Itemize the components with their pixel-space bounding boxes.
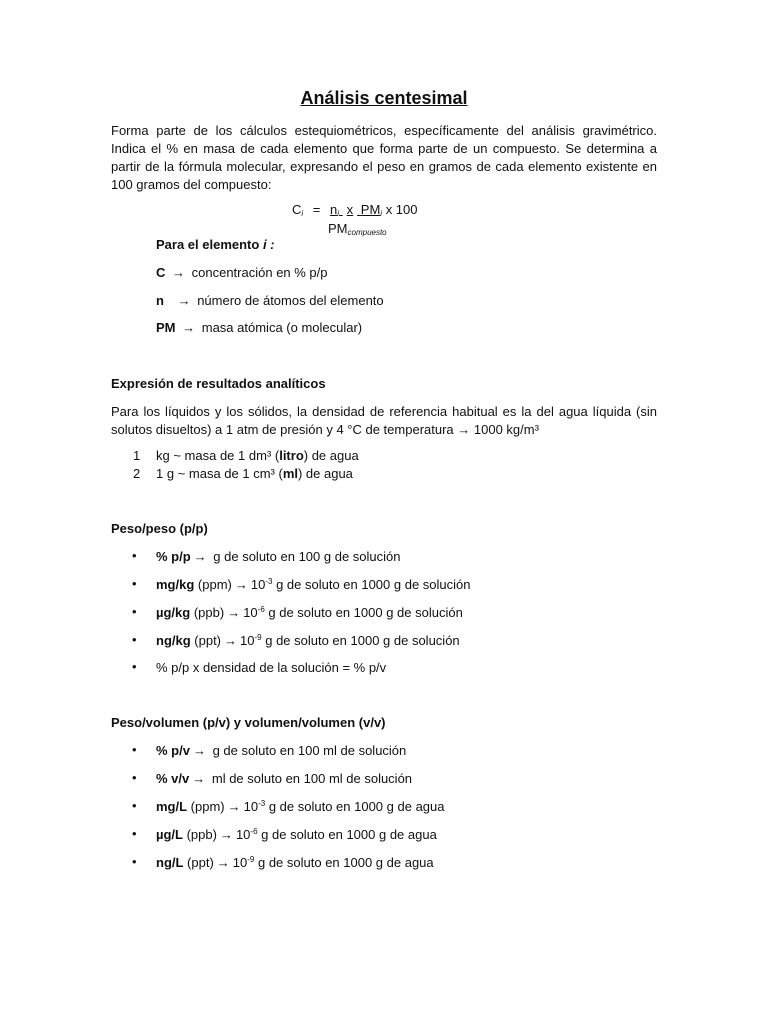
item-unit: (ppt) xyxy=(190,633,222,648)
bullet-icon: • xyxy=(132,770,137,785)
pp-last-item: % p/p x densidad de la solución = % p/v xyxy=(156,660,387,675)
list-item xyxy=(156,632,460,650)
def-text: masa atómica (o molecular) xyxy=(201,320,363,335)
formula-c: C xyxy=(292,202,302,217)
formula-equals: = xyxy=(312,202,321,217)
bullet-icon: • xyxy=(132,742,137,757)
power-base: 10 xyxy=(232,855,248,870)
def-term: n xyxy=(156,293,164,308)
element-heading-var: i : xyxy=(262,237,275,252)
formula-c-sub: i xyxy=(301,209,304,218)
power-exponent: -3 xyxy=(265,577,273,586)
item-term: % p/v xyxy=(156,743,190,758)
list-item xyxy=(156,770,412,788)
arrow-icon: → xyxy=(182,320,196,335)
formula-n-sub: i xyxy=(337,209,340,218)
arrow-icon: → xyxy=(172,265,186,280)
power-base: 10 xyxy=(243,605,258,620)
formula-n: n xyxy=(330,202,338,217)
power-exponent: -6 xyxy=(250,827,258,836)
def-term: C xyxy=(156,265,166,280)
arrow-icon: → xyxy=(192,771,206,786)
power-base: 10 xyxy=(250,577,266,592)
item-text: ml de soluto en 100 ml de solución xyxy=(208,771,413,786)
def-c xyxy=(156,264,328,282)
item-unit: (ppt) xyxy=(183,855,214,870)
item-text: g de soluto en 1000 g de solución xyxy=(272,577,471,592)
arrow-icon: → xyxy=(234,577,248,592)
def-pm xyxy=(156,319,362,337)
bullet-icon: • xyxy=(132,576,137,591)
formula-pm: PM xyxy=(360,202,381,217)
power-base: 10 xyxy=(240,633,255,648)
formula-pm-sub: i xyxy=(380,209,383,218)
item-term: % p/p xyxy=(156,549,191,564)
list-item xyxy=(156,604,463,622)
formula-den-sub: compuesto xyxy=(347,228,387,237)
item-unit: (ppb) xyxy=(190,605,225,620)
bullet-icon: • xyxy=(132,548,137,563)
bullet-icon: • xyxy=(132,854,137,869)
item-text: g de soluto en 100 g de solución xyxy=(209,549,401,564)
power-exponent: -6 xyxy=(257,605,265,614)
item-text: g de soluto en 1000 g de agua xyxy=(254,855,434,870)
item-unit: (ppm) xyxy=(194,577,232,592)
element-heading: Para el elemento i : xyxy=(156,237,275,252)
results-paragraph: Para los líquidos y los sólidos, la densidad de referencia habitual es la del agua líquida (sin solutos disueltos) a 1 atm de presión y 4 °C de temperatura → 1000 kg/m³ xyxy=(111,404,657,437)
formula-times: x xyxy=(346,202,354,217)
results-heading: Expresión de resultados analíticos xyxy=(111,376,326,391)
item-unit: (ppm) xyxy=(187,799,225,814)
item-term: mg/kg xyxy=(156,577,195,592)
formula-x100: x 100 xyxy=(385,202,418,217)
arrow-icon: → xyxy=(177,293,191,308)
def-text: número de átomos del elemento xyxy=(197,293,384,308)
page-title: Análisis centesimal xyxy=(300,88,468,108)
arrow-icon: → xyxy=(216,855,230,870)
arrow-icon: → xyxy=(227,605,241,620)
arrow-icon: → xyxy=(193,549,207,564)
bullet-icon: • xyxy=(132,826,137,841)
arrow-icon: → xyxy=(192,743,206,758)
item-term: mg/L xyxy=(156,799,188,814)
item-unit: (ppb) xyxy=(182,827,217,842)
item-text: g de soluto en 1000 g de agua xyxy=(265,799,445,814)
def-text: concentración en % p/p xyxy=(191,265,328,280)
numbered-item: 1 kg ~ masa de 1 dm³ (litro) de agua xyxy=(133,448,359,463)
bullet-icon: • xyxy=(132,604,137,619)
def-n xyxy=(156,292,384,310)
item-number: 1 xyxy=(133,448,141,463)
item-term: ng/L xyxy=(156,855,184,870)
bullet-icon: • xyxy=(132,798,137,813)
bullet-icon: • xyxy=(132,659,137,674)
list-item xyxy=(156,798,444,816)
pv-heading: Peso/volumen (p/v) y volumen/volumen (v/v) xyxy=(111,715,386,730)
pp-heading: Peso/peso (p/p) xyxy=(111,521,208,536)
bullet-icon: • xyxy=(132,632,137,647)
formula-numerator xyxy=(292,201,418,219)
item-term: µg/L xyxy=(156,827,183,842)
item-text: g de soluto en 1000 g de agua xyxy=(257,827,437,842)
formula-denominator xyxy=(328,220,387,238)
power-exponent: -9 xyxy=(254,633,262,642)
item-text: g de soluto en 1000 g de solución xyxy=(264,605,463,620)
intro-paragraph: Forma parte de los cálculos estequiométricos, específicamente del análisis gravimétrico. Indica el % en masa de cada elemento que forma parte de un compuesto. Se determina a partir de la fórmula molecular, expresando el peso en gramos de cada elemento existente en 100 gramos del compuesto: xyxy=(111,123,657,192)
item-term: % v/v xyxy=(156,771,190,786)
power-base: 10 xyxy=(243,799,259,814)
item-text: g de soluto en 1000 g de solución xyxy=(261,633,460,648)
arrow-icon: → xyxy=(219,827,233,842)
arrow-icon: → xyxy=(227,799,241,814)
list-item xyxy=(156,742,406,760)
list-item xyxy=(156,576,471,594)
list-item xyxy=(156,854,434,872)
item-text: g de soluto en 100 ml de solución xyxy=(208,743,407,758)
power-exponent: -9 xyxy=(247,855,255,864)
item-term: ng/kg xyxy=(156,633,191,648)
list-item xyxy=(156,548,400,566)
list-item xyxy=(156,826,437,844)
power-exponent: -3 xyxy=(258,799,266,808)
numbered-item: 2 1 g ~ masa de 1 cm³ (ml) de agua xyxy=(133,466,353,481)
def-term: PM xyxy=(156,320,176,335)
arrow-icon: → xyxy=(224,633,238,648)
power-base: 10 xyxy=(235,827,251,842)
formula-den: PM xyxy=(328,221,348,236)
item-term: µg/kg xyxy=(156,605,191,620)
item-number: 2 xyxy=(133,466,141,481)
